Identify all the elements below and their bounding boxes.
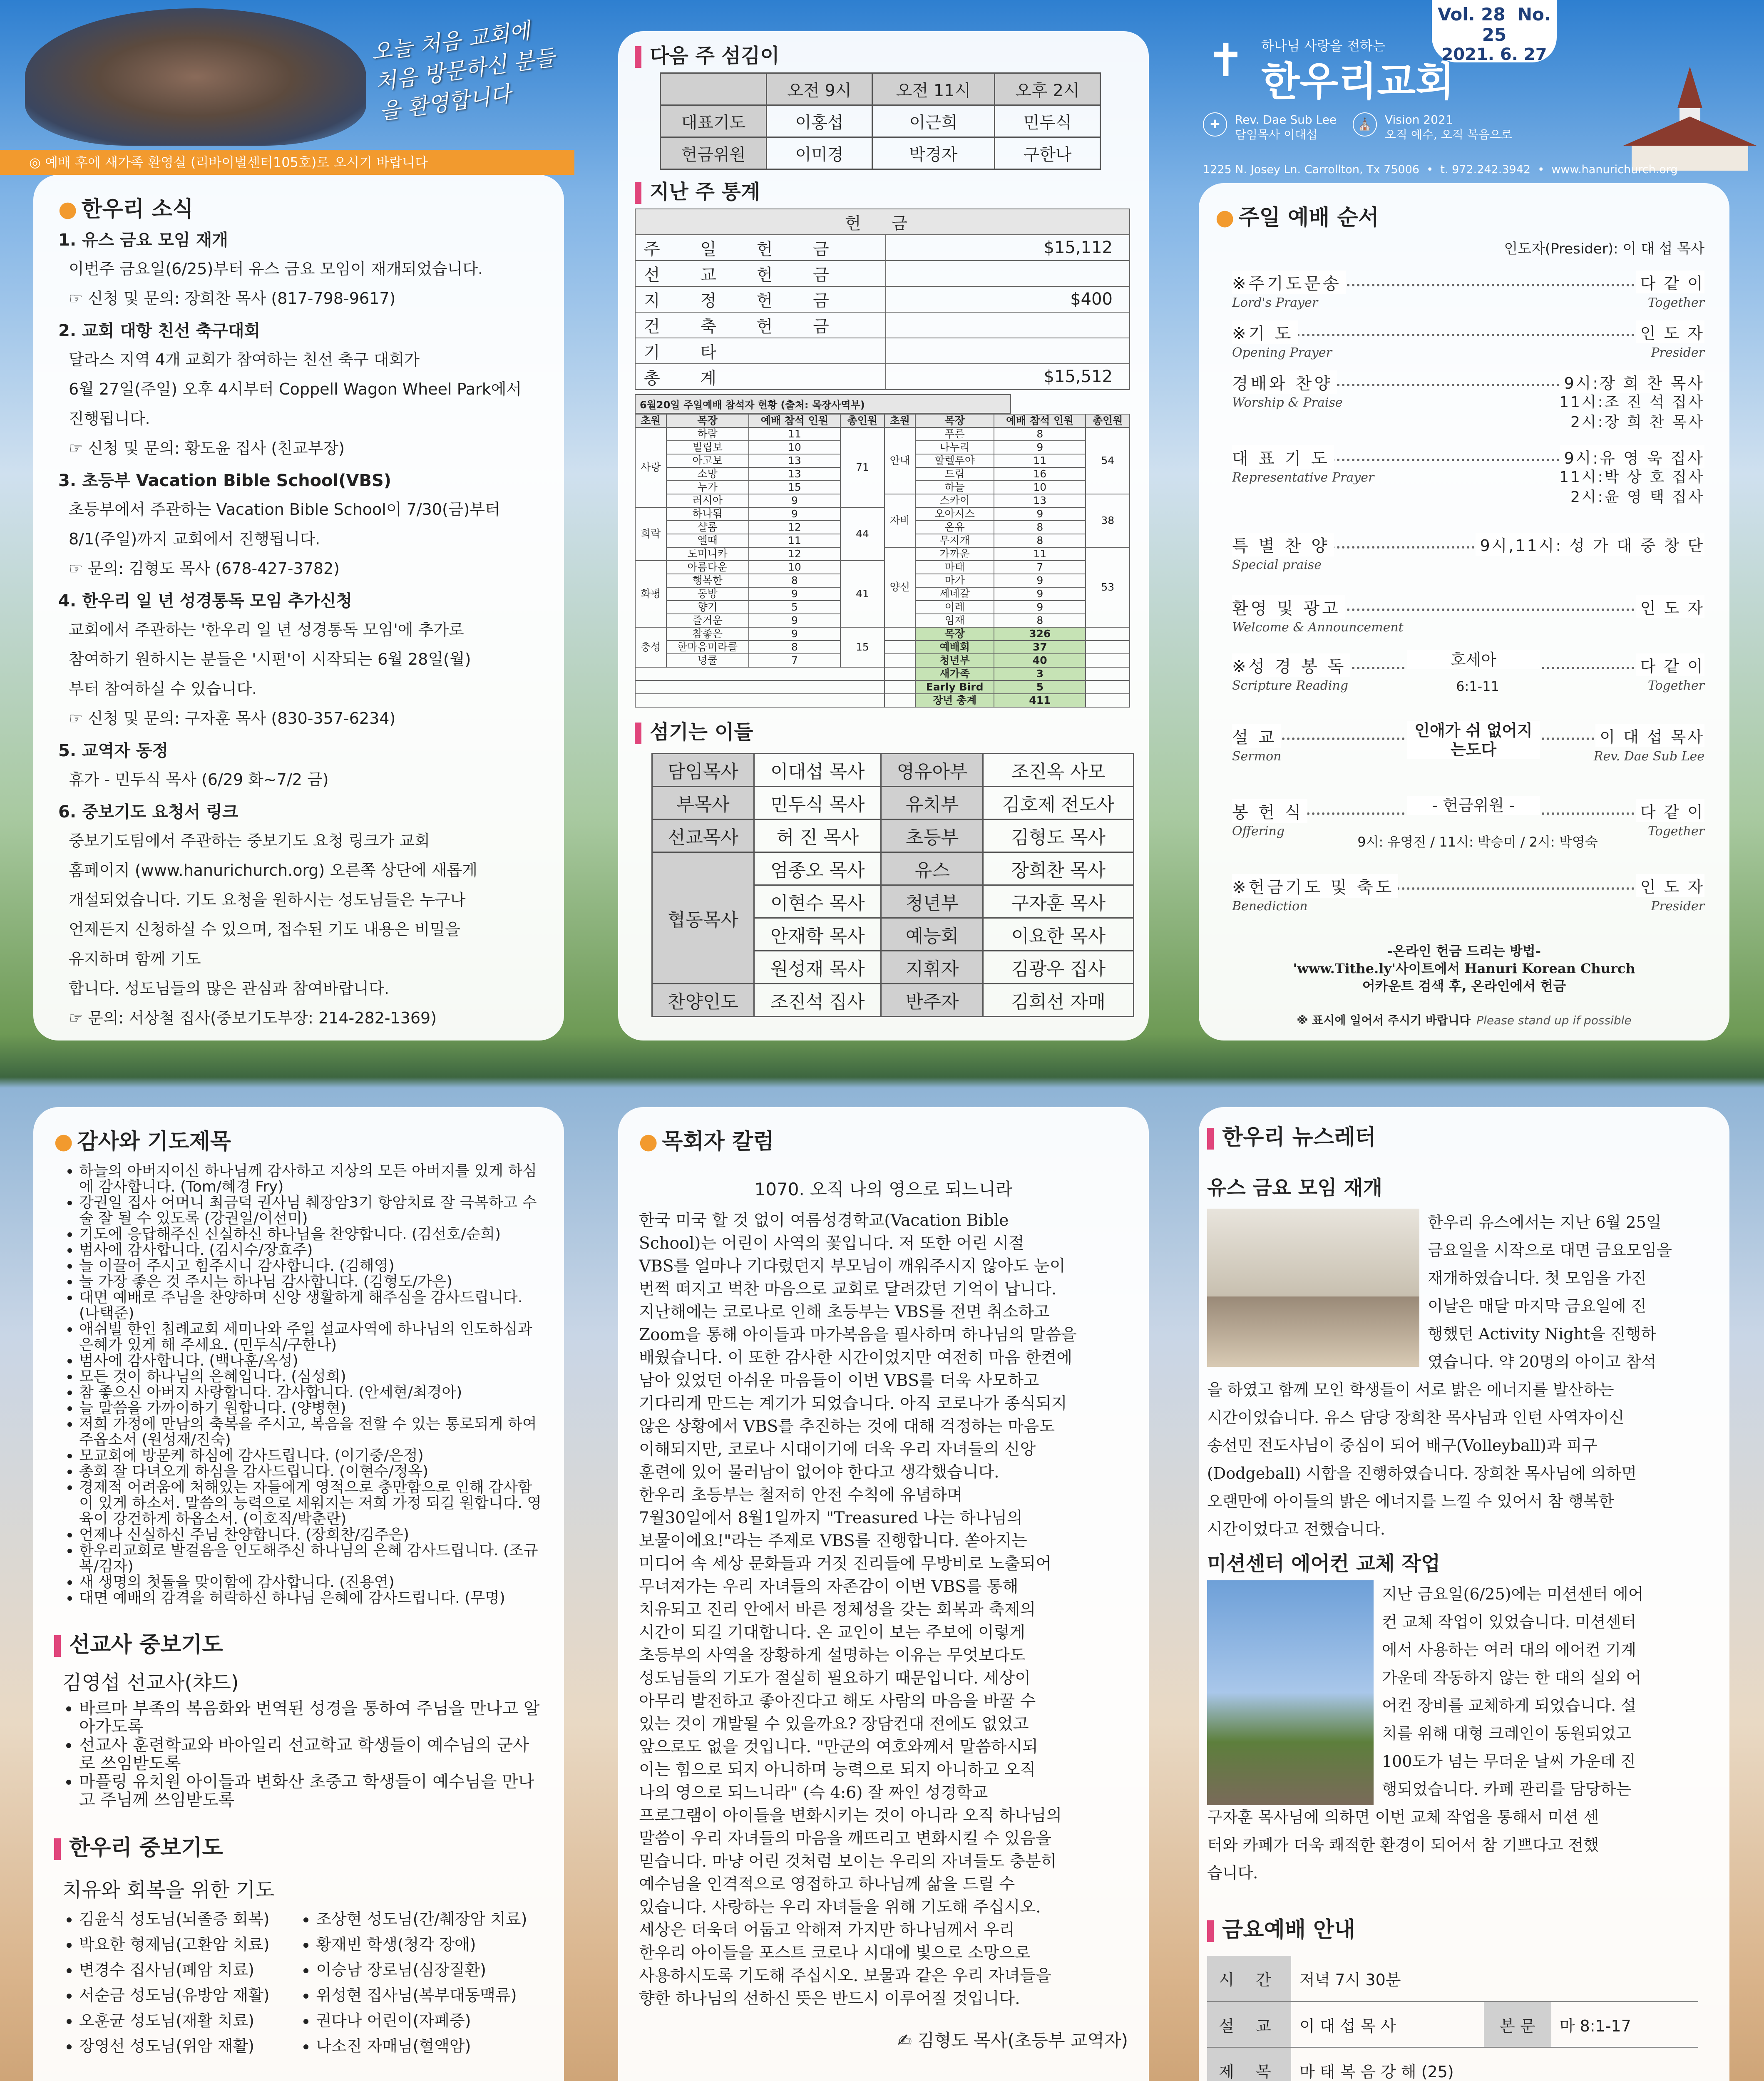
column-line: 나의 영으로 되느니라" (슥 4:6) 잘 짜인 성경학교: [639, 1783, 988, 1802]
aircon-article-body: [1207, 1803, 1721, 1887]
news-title: ● 한우리 소식: [58, 197, 194, 222]
youth-article-body: [1207, 1376, 1721, 1543]
attendance-row: 소망 13 드림 16: [635, 467, 1130, 481]
order-item: ※기 도 Opening Prayer 인 도 자 Presider: [1232, 320, 1704, 383]
article-line: 송선민 전도사님이 중심이 되어 배구(Volleyball)과 피구: [1207, 1436, 1598, 1455]
offering-row: 주 일 헌 금 $15,112: [635, 235, 1130, 261]
list-item: • 변경수 집사님(폐암 치료): [79, 1957, 291, 1983]
aircon-article-title: 미션센터 에어컨 교체 작업: [1207, 1552, 1441, 1575]
attendance-row: 향기 5 이레 9: [635, 601, 1130, 614]
order-item: 설 교 Sermon 이 대 섭 목사 Rev. Dae Sub Lee 인애가 쉬 없어지는도다: [1232, 721, 1704, 764]
article-line: 치를 위해 대형 크레인이 동원되었고: [1382, 1724, 1631, 1743]
column-line: 초등부의 사역을 장황하게 설명하는 이유는 무엇보다도: [639, 1646, 1026, 1665]
offering-row: 총 계 $15,512: [635, 364, 1130, 390]
stand-note: ※ 표시에 일어서 주시기 바랍니다 Please stand up if possible: [1297, 1013, 1632, 1027]
article-line: 였습니다. 약 20명의 아이고 참석: [1428, 1353, 1657, 1371]
news-item-line: 부터 참여하실 수 있습니다.: [69, 680, 257, 698]
article-line: 오랜만에 아이들의 밝은 에너지를 느낄 수 있어서 참 행복한: [1207, 1492, 1614, 1510]
list-item: • 대면 예배의 감격을 허락하신 하나님 은혜에 감사드립니다. (무명): [79, 1590, 543, 1606]
column-title: ● 목회자 칼럼: [639, 1129, 774, 1154]
column-line: 않은 상황에서 VBS를 추진하는 것에 대해 걱정하는 마음도: [639, 1417, 1055, 1436]
issue-no: No. 25: [1482, 4, 1551, 45]
list-item: • 총회 잘 다녀오게 하심을 감사드립니다. (이현수/정옥): [79, 1464, 543, 1480]
order-title: ● 주일 예배 순서: [1215, 205, 1379, 230]
list-item: • 기도에 응답해주신 신실하신 하나님을 찬양합니다. (김선호/순희): [79, 1227, 543, 1242]
attendance-row: 아고보 13 할렐루야 11: [635, 454, 1130, 467]
list-item: • 오훈균 성도님(재활 치료): [79, 2008, 291, 2034]
intercession-title: 한우리 중보기도: [54, 1830, 543, 1861]
article-line: 시간이었다고 전했습니다.: [1207, 1520, 1385, 1538]
list-item: • 이승남 장로님(심장질환): [316, 1957, 543, 1983]
column-line: 지난해에는 코로나로 인해 초등부는 VBS를 전면 취소하고: [639, 1303, 1050, 1321]
news-item-line: 중보기도팀에서 주관하는 중보기도 요청 링크가 교회: [69, 832, 430, 850]
church-logo-icon: ✝: [1206, 34, 1245, 87]
news-item-heading: 6. 중보기도 요청서 링크: [58, 802, 239, 822]
news-item-line: 개설되었습니다. 기도 요청을 원하시는 성도님들은 누구나: [69, 891, 466, 909]
attendance-row: 화평 아름다운 10 41 마태 7: [635, 561, 1130, 574]
order-item: ※성 경 봉 독 Scripture Reading 다 같 이 Together 호세아 6:1-11: [1232, 651, 1704, 694]
last-week-title: 지난 주 통계: [635, 176, 1132, 204]
column-heading: 1070. 오직 나의 영으로 되느니라: [754, 1179, 1013, 1199]
column-line: 성도님들의 기도가 절실히 필요하기 때문입니다. 세상이: [639, 1669, 1031, 1688]
contact-line: 1225 N. Josey Ln. Carrollton, Tx 75006 • t. 972.242.3942 • www.hanurichurch.org: [1203, 163, 1678, 176]
list-item: • 바르마 부족의 복음화와 번역된 성경을 통하여 주님을 만나고 알아가도록: [79, 1699, 543, 1736]
column-author: ✍ 김형도 목사(초등부 교역자): [897, 2030, 1128, 2051]
list-item: • 대면 예배로 주님을 찬양하며 신앙 생활하게 해주심을 감사드립니다. (나택준): [79, 1290, 543, 1321]
order-item: 대 표 기 도 Representative Prayer 9시:유 영 욱 집사 11시:박 상 호 집사 2시:윤 영 택 집사: [1232, 445, 1704, 508]
friday-title: 금요예배 안내: [1207, 1912, 1721, 1943]
staff-title: 섬기는 이들: [635, 716, 1132, 745]
column-line: 기다리게 만드는 계기가 되었습니다. 아직 코로나가 종식되지: [639, 1394, 1067, 1413]
news-item-line: ☞ 문의: 서상철 집사(중보기도부장: 214-282-1369): [69, 1009, 437, 1027]
attendance-row: 러시아 9 자비 스카이 13 38: [635, 494, 1130, 507]
column-line: 무너져가는 우리 자녀들의 자존감이 이번 VBS를 통해: [639, 1577, 1019, 1596]
attendance-row: 즐거운 9 임재 8: [635, 614, 1130, 627]
list-item: • 김윤식 성도님(뇌졸증 회복): [79, 1907, 291, 1932]
attendance-table: [635, 414, 1130, 708]
news-item-line: 유지하며 함께 기도: [69, 950, 201, 968]
steeple-illustration: [1615, 67, 1757, 171]
column-line: VBS를 얼마나 기다렸던지 부모님이 깨워주시지 않아도 눈이: [639, 1257, 1066, 1276]
news-item-line: 이번주 금요일(6/25)부터 유스 금요 모임이 재개되었습니다.: [69, 260, 483, 278]
column-line: 7월30일에서 8월1일까지 "Treasured 나는 하나님의: [639, 1509, 1023, 1527]
attendance-row: 장년 총계 411: [635, 694, 1130, 707]
offering-row: 건 축 헌 금: [635, 312, 1130, 338]
offering-table: 헌 금 주 일 헌 금 $15,112 선 교 헌 금 지 정 헌 금 $400 건 축 헌 금 기 타 총 계 $15,512: [635, 209, 1130, 390]
column-line: 시간이 되길 기대합니다. 온 교인이 보는 주보에 이렇게: [639, 1623, 1026, 1642]
column-line: 남아 있었던 아쉬운 마음들이 이번 VBS를 더욱 사모하고: [639, 1371, 1039, 1390]
next-week-title: 다음 주 섬김이: [635, 40, 1132, 68]
order-item: ※헌금기도 및 축도 Benediction 인 도 자 Presider: [1232, 874, 1704, 936]
list-item: • 강권일 집사 어머니 최금덕 권사님 췌장암3기 항암치료 잘 극복하고 수술 잘 될 수 있도록 (강권일/이선미): [79, 1195, 543, 1227]
staff-row: 협동목사 엄종오 목사 유스 장희찬 목사: [652, 852, 1134, 885]
article-line: 가운데 작동하지 않는 한 대의 실외 어: [1382, 1669, 1642, 1687]
news-item-line: 언제든지 신청하실 수 있으며, 접수된 기도 내용은 비밀을: [69, 920, 460, 939]
column-line: 사용하시도록 기도해 주십시오. 보물과 같은 우리 자녀들을: [639, 1967, 1051, 1985]
next-week-table: 오전 9시 오전 11시 오후 2시 대표기도 이홍섭 이근희 민두식 헌금위원 이미경 박경자 구한나: [660, 72, 1101, 170]
list-item: • 황재빈 학생(청각 장애): [316, 1932, 543, 1957]
article-line: 한우리 유스에서는 지난 6월 25일: [1428, 1213, 1662, 1232]
offering-row: 선 교 헌 금: [635, 261, 1130, 286]
friday-table: 시 간 저녁 7시 30분 설 교 이 대 섭 목 사 본 문 마 8:1-17 제 목 마 태 복 음 강 해 (25): [1207, 1956, 1698, 2081]
attendance-row: 행복한 8 마가 9: [635, 574, 1130, 587]
pastor-info: ✚ Rev. Dae Sub Lee 담임목사 이대섭: [1203, 112, 1337, 142]
attendance-row: 누가 15 하늘 10: [635, 481, 1130, 494]
online-offering-instruction: 어카운트 검색 후, 온라인에서 헌금: [1362, 978, 1566, 994]
column-line: 예수님을 인격적으로 영접하고 하나님께 삶을 드릴 수: [639, 1875, 1015, 1894]
list-item: • 서순금 성도님(유방암 재활): [79, 1983, 291, 2008]
column-line: 번쩍 떠지고 벅찬 마음으로 교회로 달려갔던 기억이 납니다.: [639, 1280, 1057, 1299]
column-line: 프로그램이 아이들을 변화시키는 것이 아니라 오직 하나님의: [639, 1806, 1062, 1825]
list-item: • 새 생명의 첫돌을 맞이함에 감사합니다. (진용연): [79, 1574, 543, 1590]
staff-row: 담임목사 이대섭 목사 영유아부 조진옥 사모: [652, 754, 1134, 787]
column-line: 앞으로도 없을 것입니다. "만군의 여호와께서 말씀하시되: [639, 1738, 1038, 1756]
column-line: 아무리 발전하고 좋아진다고 해도 사람의 마음을 바꿀 수: [639, 1692, 1036, 1711]
list-item: • 위성현 집사님(복부대동맥류): [316, 1983, 543, 2008]
article-line: 구자훈 목사님에 의하면 이번 교체 작업을 통해서 미션 센: [1207, 1808, 1599, 1826]
list-item: • 참 좋으신 아버지 사랑합니다. 감사합니다. (안세현/최경아): [79, 1385, 543, 1401]
news-item-line: 8/1(주일)까지 교회에서 진행됩니다.: [69, 530, 321, 548]
attendance-header: 초원 목장 예배 참석 인원 총인원 초원 목장 예배 참석 인원 총인원: [635, 414, 1130, 427]
worship-order-panel: [1199, 183, 1729, 1040]
staff-row: 안재학 목사 예능회 이요한 목사: [652, 918, 1134, 951]
news-item-heading: 2. 교회 대항 친선 축구대회: [58, 321, 261, 340]
news-panel: [33, 175, 564, 1040]
article-line: 행했던 Activity Night을 진행하: [1428, 1325, 1657, 1343]
order-item: ※주기도문송 Lord's Prayer 다 같 이 Together: [1232, 271, 1704, 333]
attendance-row: 사랑 하람 11 71 안내 푸른 8 54: [635, 427, 1130, 441]
article-line: 에서 사용하는 여러 대의 에어컨 기계: [1382, 1641, 1637, 1659]
news-item-heading: 4. 한우리 일 년 성경통독 모임 추가신청: [58, 591, 353, 611]
staff-row: 이현수 목사 청년부 구자훈 목사: [652, 885, 1134, 918]
attendance-row: 샬롬 12 온유 8: [635, 521, 1130, 534]
offering-row: 기 타: [635, 338, 1130, 364]
news-item-line: 초등부에서 주관하는 Vacation Bible School이 7/30(금)부터: [69, 500, 500, 519]
attendance-row: 충성 참좋은 9 15 목장 326: [635, 627, 1130, 641]
article-line: 컨 교체 작업이 있었습니다. 미션센터: [1382, 1613, 1637, 1631]
missionary-title: 선교사 중보기도: [54, 1627, 543, 1658]
church-name: 한우리교회: [1261, 58, 1454, 105]
column-line: School)는 어린이 사역의 꽃입니다. 저 또한 어린 시절: [639, 1234, 1024, 1253]
youth-photo: [1207, 1209, 1419, 1367]
aircon-article-wrap: [1382, 1580, 1721, 1803]
thanks-title: ● 감사와 기도제목: [54, 1129, 231, 1154]
news-item-line: 교회에서 주관하는 '한우리 일 년 성경통독 모임'에 추가로: [69, 621, 464, 639]
column-line: 훈련에 있어 물러남이 없어야 한다고 생각했습니다.: [639, 1463, 999, 1482]
list-item: • 언제나 신실하신 주님 찬양합니다. (장희찬/김주은): [79, 1527, 543, 1543]
news-item-line: 6월 27일(주일) 오후 4시부터 Coppell Wagon Wheel Park에서: [69, 380, 522, 398]
article-line: 재개하였습니다. 첫 모임을 가진: [1428, 1269, 1647, 1287]
column-body: [639, 1209, 1128, 2010]
prayer-panel: [33, 1107, 564, 2081]
article-line: 행되었습니다. 카페 관리를 담당하는: [1382, 1780, 1631, 1798]
news-item-line: 참여하기 원하시는 분들은 '시편'이 시작되는 6월 28일(월): [69, 650, 471, 668]
order-item: 환영 및 광고 Welcome & Announcement 인 도 자: [1232, 595, 1704, 658]
news-list: [58, 226, 539, 1033]
list-item: • 박요한 형제님(고환암 치료): [79, 1932, 291, 1957]
intercession-subtitle: 치유와 회복을 위한 기도: [62, 1878, 275, 1902]
article-line: 시간이었습니다. 유스 담당 장희찬 목사님과 인턴 사역자이신: [1207, 1408, 1625, 1427]
column-line: 이해되지만, 코로나 시대이기에 더욱 우리 자녀들의 신앙: [639, 1440, 1036, 1459]
article-line: 어컨 장비를 교체하게 되었습니다. 설: [1382, 1696, 1637, 1715]
welcome-banner: [0, 0, 574, 150]
list-item: • 범사에 감사합니다. (백나훈/옥성): [79, 1353, 543, 1369]
column-line: 이는 힘으로 되지 아니하며 능력으로 되지 아니하고 오직: [639, 1761, 1036, 1779]
attendance-row: 빌립보 10 나누리 9: [635, 441, 1130, 454]
news-item-line: ☞ 신청 및 문의: 구자훈 목사 (830-357-6234): [69, 709, 396, 728]
newcomer-notice: ◎ 예배 후에 새가족 환영실 (리바이벌센터105호)로 오시기 바랍니다: [0, 150, 574, 175]
list-item: • 모든 것이 하나님의 은혜입니다. (심성희): [79, 1369, 543, 1385]
attendance-row: 넝쿨 7 청년부 40: [635, 654, 1130, 667]
newsletter-panel: [1199, 1107, 1729, 2081]
column-line: 한우리 아이들을 포스트 코로나 시대에 빛으로 소망으로: [639, 1944, 1031, 1962]
list-item: • 한우리교회로 발걸음을 인도해주신 하나님의 은혜 감사드립니다. (조규복/김자): [79, 1543, 543, 1574]
vision-icon: ⛪: [1353, 112, 1377, 137]
staff-row: 부목사 민두식 목사 유치부 김호제 전도사: [652, 787, 1134, 819]
news-item-line: 합니다. 성도님들의 많은 관심과 참여바랍니다.: [69, 979, 389, 998]
attendance-row: 새가족 3: [635, 667, 1130, 680]
church-header: [1199, 0, 1764, 183]
list-item: • 마플링 유치원 아이들과 변화산 초중고 학생들이 예수님을 만나고 주님께 쓰임받도록: [79, 1773, 543, 1809]
attendance-caption: 6월20일 주일예배 참석자 현황 (출처: 목장사역부): [635, 394, 1011, 414]
list-item: • 나소진 자매님(혈액암): [316, 2034, 543, 2059]
news-item-line: ☞ 신청 및 문의: 황도윤 집사 (친교부장): [69, 439, 345, 457]
volume: Vol. 28: [1438, 4, 1506, 25]
vision-info: ⛪ Vision 2021 오직 예수, 오직 복음으로: [1353, 112, 1512, 142]
congregation-photo: [25, 8, 366, 146]
order-item: 봉 헌 식 Offering 다 같 이 Together - 헌금위원 - 9시: 유영진 / 11시: 박승미 / 2시: 박영숙: [1232, 796, 1704, 850]
column-line: 믿습니다. 마냥 어린 것처럼 보이는 우리의 자녀들도 충분히: [639, 1852, 1057, 1871]
staff-row: 원성재 목사 지휘자 김광우 집사: [652, 951, 1134, 984]
issue-date: 2021. 6. 27: [1441, 45, 1547, 64]
news-item-line: 홈페이지 (www.hanurichurch.org) 오른쪽 상단에 새롭게: [69, 861, 477, 879]
website-link[interactable]: www.hanurichurch.org: [1551, 163, 1678, 176]
newsletter-title: 한우리 뉴스레터: [1207, 1120, 1721, 1151]
column-line: 보물이에요!"라는 주제로 VBS를 진행합니다. 쏟아지는: [639, 1532, 1027, 1550]
list-item: • 애쉬빌 한인 침례교회 세미나와 주일 설교사역에 하나님의 인도하심과 은혜가 있게 해 주세요. (민두식/구한나): [79, 1321, 543, 1353]
news-item-heading: 5. 교역자 동정: [58, 741, 169, 760]
news-item-line: ☞ 문의: 김형도 목사 (678-427-3782): [69, 559, 340, 578]
list-item: • 장영선 성도님(위암 재활): [79, 2034, 291, 2059]
order-item: 특 별 찬 양 Special praise 9시,11시: 성 가 대 중 창 단: [1232, 533, 1704, 595]
news-item-line: ☞ 신청 및 문의: 장희찬 목사 (817-798-9617): [69, 289, 396, 308]
attendance-row: 한마음미라클 8 예배회 37: [635, 641, 1130, 654]
pastor-icon: ✚: [1203, 112, 1227, 137]
column-line: 한우리 초등부는 철저히 안전 수칙에 유념하며: [639, 1486, 963, 1505]
attendance-row: 도미니카 12 양선 가까운 11 53: [635, 547, 1130, 561]
column-line: 말씀이 우리 자녀들의 마음을 깨뜨리고 변화시킬 수 있음을: [639, 1829, 1051, 1848]
intercession-list-right: [291, 1907, 543, 2059]
article-line: 이날은 매달 마지막 금요일에 진: [1428, 1297, 1647, 1315]
article-line: 터와 카페가 더욱 쾌적한 환경이 되어서 참 기쁘다고 전했: [1207, 1836, 1599, 1854]
news-item-heading: 1. 유스 금요 모임 재개: [58, 231, 228, 250]
list-item: • 경제적 어려움에 처해있는 자들에게 영적으로 충만함으로 인해 감사함이 있게 하소서. 말씀의 능력으로 세워지는 저희 가정 되길 원합니다. 영육이 강건하게 하옵소서. (이호직/박춘란): [79, 1480, 543, 1527]
attendance-row: Early Bird 5: [635, 680, 1130, 694]
news-item-line: 달라스 지역 4개 교회가 참여하는 친선 축구 대회가: [69, 350, 420, 369]
list-item: • 권다나 어린이(자폐증): [316, 2008, 543, 2034]
column-panel: [618, 1107, 1149, 2081]
column-line: 있습니다. 사랑하는 우리 자녀들을 위해 기도해 주십시오.: [639, 1898, 1041, 1917]
attendance-row: 희락 하나됨 9 44 오아시스 9: [635, 507, 1130, 521]
article-line: 100도가 넘는 무더운 날씨 가운데 진: [1382, 1752, 1636, 1771]
article-line: 을 하였고 함께 모인 학생들이 서로 밝은 에너지를 발산하는: [1207, 1381, 1614, 1399]
column-line: Zoom을 통해 아이들과 마가복음을 필사하며 하나님의 말씀을: [639, 1326, 1077, 1344]
column-line: 배웠습니다. 이 또한 감사한 시간이었지만 여전히 마음 한켠에: [639, 1348, 1073, 1367]
column-line: 치유되고 진리 안에서 바른 정체성을 갖는 회복과 축제의: [639, 1600, 1036, 1619]
list-item: • 선교사 훈련학교와 바아일리 선교학교 학생들이 예수님의 군사로 쓰임받도록: [79, 1736, 543, 1773]
staff-row: 선교목사 허 진 목사 초등부 김형도 목사: [652, 819, 1134, 852]
thanks-list: [54, 1163, 543, 1606]
attendance-row: 동방 9 세네갈 9: [635, 587, 1130, 601]
article-line: (Dodgeball) 시합을 진행하였습니다. 장희찬 목사님에 의하면: [1207, 1464, 1637, 1483]
order-item: 경배와 찬양 Worship & Praise 9시:장 희 찬 목사 11시:조 진 석 집사 2시:장 희 찬 목사: [1232, 370, 1704, 433]
column-line: 향한 하나님의 선하신 뜻은 반드시 이루어질 것입니다.: [639, 1989, 1020, 2008]
article-line: 습니다.: [1207, 1864, 1258, 1882]
missionary-name: 김영섭 선교사(챠드): [62, 1671, 239, 1694]
article-line: 지난 금요일(6/25)에는 미션센터 에어: [1382, 1585, 1644, 1603]
list-item: • 모교회에 방문케 하심에 감사드립니다. (이기중/은정): [79, 1448, 543, 1464]
online-offering-site: 'www.Tithe.ly'사이트에서 Hanuri Korean Church: [1293, 961, 1635, 976]
news-item-line: 휴가 - 민두식 목사 (6/29 화~7/2 금): [69, 770, 329, 789]
article-line: 금요일을 시작으로 대면 금요모임을: [1428, 1241, 1672, 1259]
column-line: 미디어 속 세상 문화들과 거짓 진리들에 무방비로 노출되어: [639, 1555, 1051, 1573]
crane-photo: [1207, 1580, 1374, 1805]
stats-panel: [618, 31, 1149, 1040]
staff-table: [651, 753, 1134, 1017]
list-item: • 늘 가장 좋은 것 주시는 하나님 감사합니다. (김형도/가은): [79, 1274, 543, 1290]
news-item-heading: 3. 초등부 Vacation Bible School(VBS): [58, 471, 392, 490]
column-line: 세상은 더욱더 어둡고 악해져 가지만 하나님께서 우리: [639, 1921, 1015, 1939]
welcome-text: 오늘 처음 교회에 처음 방문하신 분들을 환영합니다: [369, 18, 557, 125]
offering-row: 지 정 헌 금 $400: [635, 286, 1130, 312]
online-offering-heading: -온라인 헌금 드리는 방법-: [1387, 943, 1541, 959]
list-item: • 늘 말씀을 가까이하기 원합니다. (양병현): [79, 1401, 543, 1416]
youth-article-wrap: [1428, 1209, 1721, 1376]
column-line: 있는 것이 개발될 수 있을까요? 장담컨대 전에도 없었고: [639, 1715, 1029, 1733]
attendance-row: 엘때 11 무지개 8: [635, 534, 1130, 547]
missionary-list: [54, 1699, 543, 1809]
list-item: • 하늘의 아버지이신 하나님께 감사하고 지상의 모든 아버지를 있게 하심에 감사합니다. (Tom/혜경 Fry): [79, 1163, 543, 1195]
staff-row: 찬양인도 조진석 집사 반주자 김희선 자매: [652, 984, 1134, 1017]
presider-line: 인도자(Presider): 이 대 섭 목사: [1504, 241, 1704, 257]
intercession-list-left: [54, 1907, 291, 2059]
list-item: • 저희 가정에 만남의 축복을 주시고, 복음을 전할 수 있는 통로되게 하여 주옵소서 (원성재/진숙): [79, 1416, 543, 1448]
tagline: 하나님 사랑을 전하는: [1261, 38, 1386, 54]
list-item: • 범사에 감사합니다. (김시수/장효주): [79, 1242, 543, 1258]
list-item: • 늘 이끌어 주시고 힘주시니 감사합니다. (김해영): [79, 1258, 543, 1274]
youth-article-title: 유스 금요 모임 재개: [1207, 1176, 1383, 1199]
column-line: 한국 미국 할 것 없이 여름성경학교(Vacation Bible: [639, 1211, 1009, 1230]
news-item-line: 진행됩니다.: [69, 410, 150, 428]
list-item: • 조상현 성도님(간/췌장암 치료): [316, 1907, 543, 1932]
